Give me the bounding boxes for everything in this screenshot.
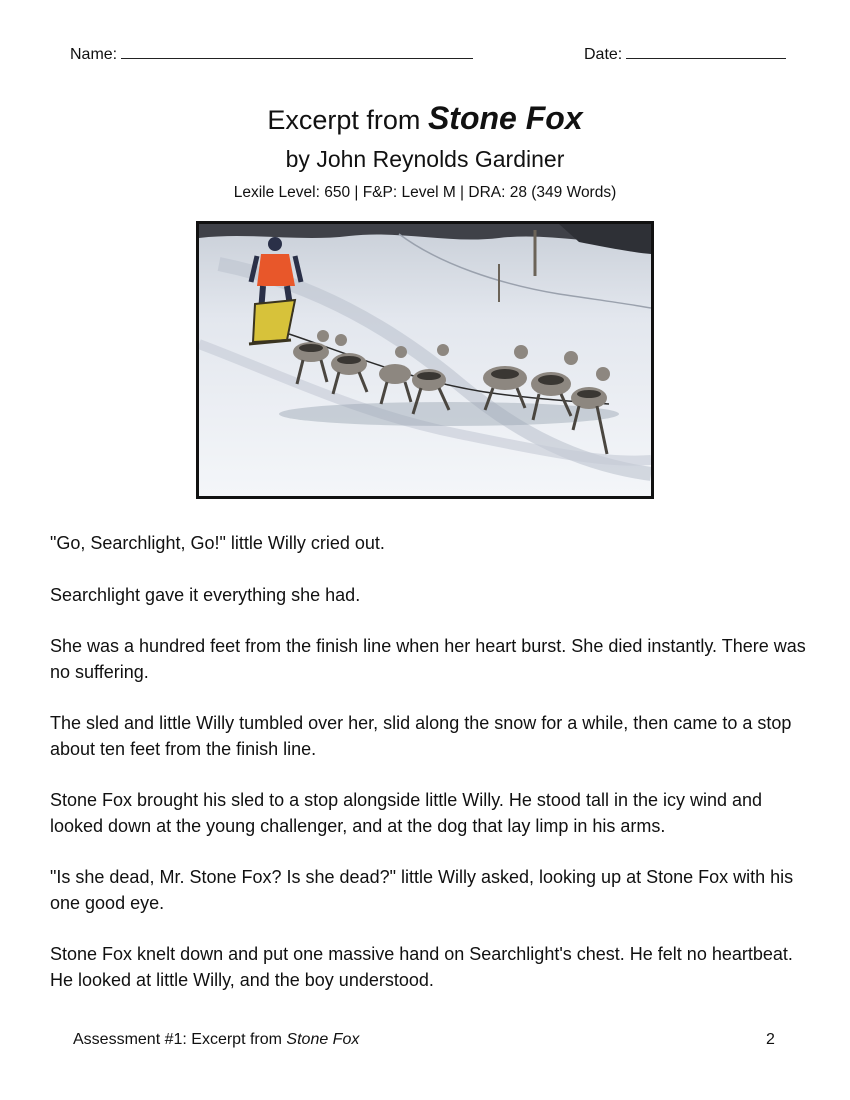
paragraph: The sled and little Willy tumbled over her, slid along the snow for a while, then came to a stop about ten feet from the finish line. — [50, 713, 792, 759]
book-title: Stone Fox — [427, 100, 583, 136]
paragraph: Searchlight gave it everything she had. — [50, 584, 361, 605]
name-field — [70, 43, 473, 64]
paragraph: Stone Fox knelt down and put one massive hand on Searchlight's chest. He felt no heartbeat. He looked at little Willy, and the boy understood. — [50, 944, 793, 990]
paragraph: "Is she dead, Mr. Stone Fox? Is she dead?" little Willy asked, looking up at Stone Fox with his one good eye. — [50, 867, 794, 913]
date-label: Date: — [584, 46, 623, 63]
paragraph: "Go, Searchlight, Go!" little Willy cried out. — [50, 533, 385, 553]
page-number: 2 — [766, 1031, 775, 1048]
page-title — [0, 100, 850, 137]
footer-assessment-label: Assessment #1: Excerpt from — [73, 1031, 282, 1048]
footer-book-title: Stone Fox — [286, 1031, 360, 1048]
date-field — [584, 43, 786, 64]
dog-shadows — [279, 402, 619, 426]
author-line: by John Reynolds Gardiner — [285, 146, 565, 172]
paragraph: Stone Fox brought his sled to a stop alongside little Willy. He stood tall in the icy wind and looked down at the young challenger, and at the dog that lay limp in his arms. — [50, 790, 763, 836]
title-prefix: Excerpt from — [267, 105, 421, 135]
sled — [253, 300, 295, 342]
name-blank-line — [121, 43, 473, 59]
name-label: Name: — [70, 46, 118, 63]
sled-dog-photo — [196, 221, 654, 499]
reading-levels: Lexile Level: 650 | F&P: Level M | DRA: 28 (349 Words) — [233, 184, 617, 201]
sled-dog-illustration — [199, 224, 651, 496]
date-blank-line — [626, 43, 786, 59]
paragraph: She was a hundred feet from the finish line when her heart burst. She died instantly. There was no suffering. — [50, 636, 806, 682]
footer-assessment — [73, 1031, 359, 1049]
passage-text — [50, 531, 810, 1019]
